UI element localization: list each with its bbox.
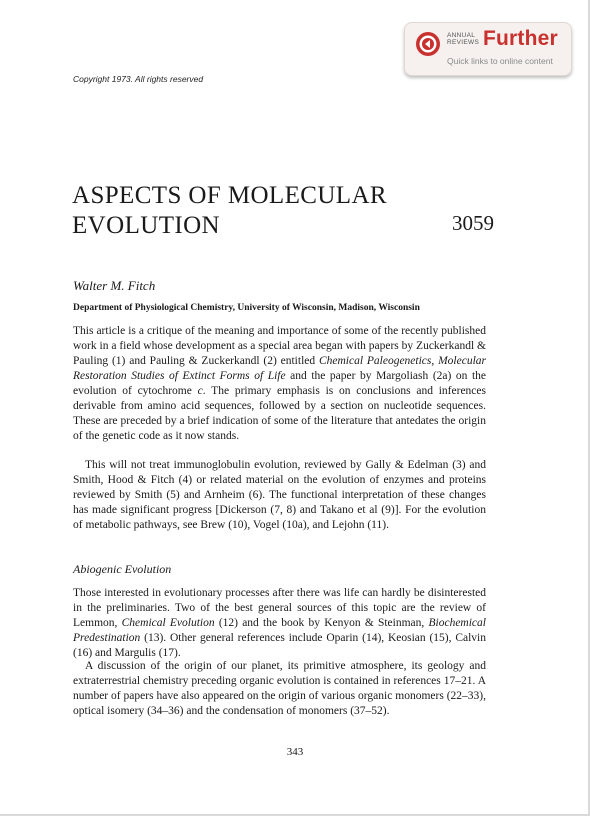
badge-subtitle: Quick links to online content (447, 56, 553, 66)
paragraph-scope: This will not treat immunoglobulin evolution, reviewed by Gally & Edelman (3) and Smith, Hood & Fitch (4) or related material on the evolution of enzymes and proteins reviewed by Smith (5) and Arnheim (6). The functional interpretation of these changes has made significant progress [Dickerson (7, 8) and Takano et al (9)]. For the evolution of metabolic pathways, see Brew (10), Vogel (10a), and Lejohn (11). (73, 459, 486, 531)
author-affiliation: Department of Physiological Chemistry, University of Wisconsin, Madison, Wisconsin (73, 303, 420, 313)
badge-further-label: Further (483, 27, 558, 50)
badge-publisher: ANNUAL REVIEWS (447, 32, 480, 46)
paragraph-intro: This article is a critique of the meaning and importance of some of the recently published work in a field whose development as a special area began with papers by Zuckerkandl & Pauling (1) and Pauling & Zuckerkandl (2) entitled Chemical Paleogenetics, Molecular Restoration Studies of Extinct Forms of Life and the paper by Margoliash (2a) on the evolution of cytochrome c. The primary emphasis is on conclusions and inferences derivable from amino acid sequences, followed by a section on nucleotide sequences. These are preceded by a brief indication of some of the literature that antedates the origin of the genetic code as it now stands. (73, 325, 487, 442)
author-name: Walter M. Fitch (73, 278, 156, 293)
article-title: ASPECTS OF MOLECULAR EVOLUTION (72, 182, 387, 239)
copyright-notice: Copyright 1973. All rights reserved (73, 74, 204, 84)
annual-reviews-logo-icon (415, 31, 441, 57)
further-badge[interactable] (404, 22, 572, 76)
page-number: 343 (286, 746, 304, 758)
chapter-number: 3059 (452, 211, 494, 235)
paragraph-origin: A discussion of the origin of our planet, its primitive atmosphere, its geology and extraterrestrial chemistry preceding organic evolution is contained in references 17–21. A number of papers have also appeared on the origin of various organic monomers (22–33), optical isomery (34–36) and the condensation of monomers (37–52). (73, 660, 486, 717)
section-heading: Abiogenic Evolution (73, 562, 172, 576)
paragraph-abiogenic: Those interested in evolutionary processes after there was life can hardly be disinterested in the preliminaries. Two of the best general sources of this topic are the review of Lemmon, Chemical Evolution (12) and the book by Kenyon & Steinman, Biochemical Predestination (13). Other general references include Oparin (14), Keosian (15), Calvin (16) and Margulis (17). (73, 587, 486, 659)
